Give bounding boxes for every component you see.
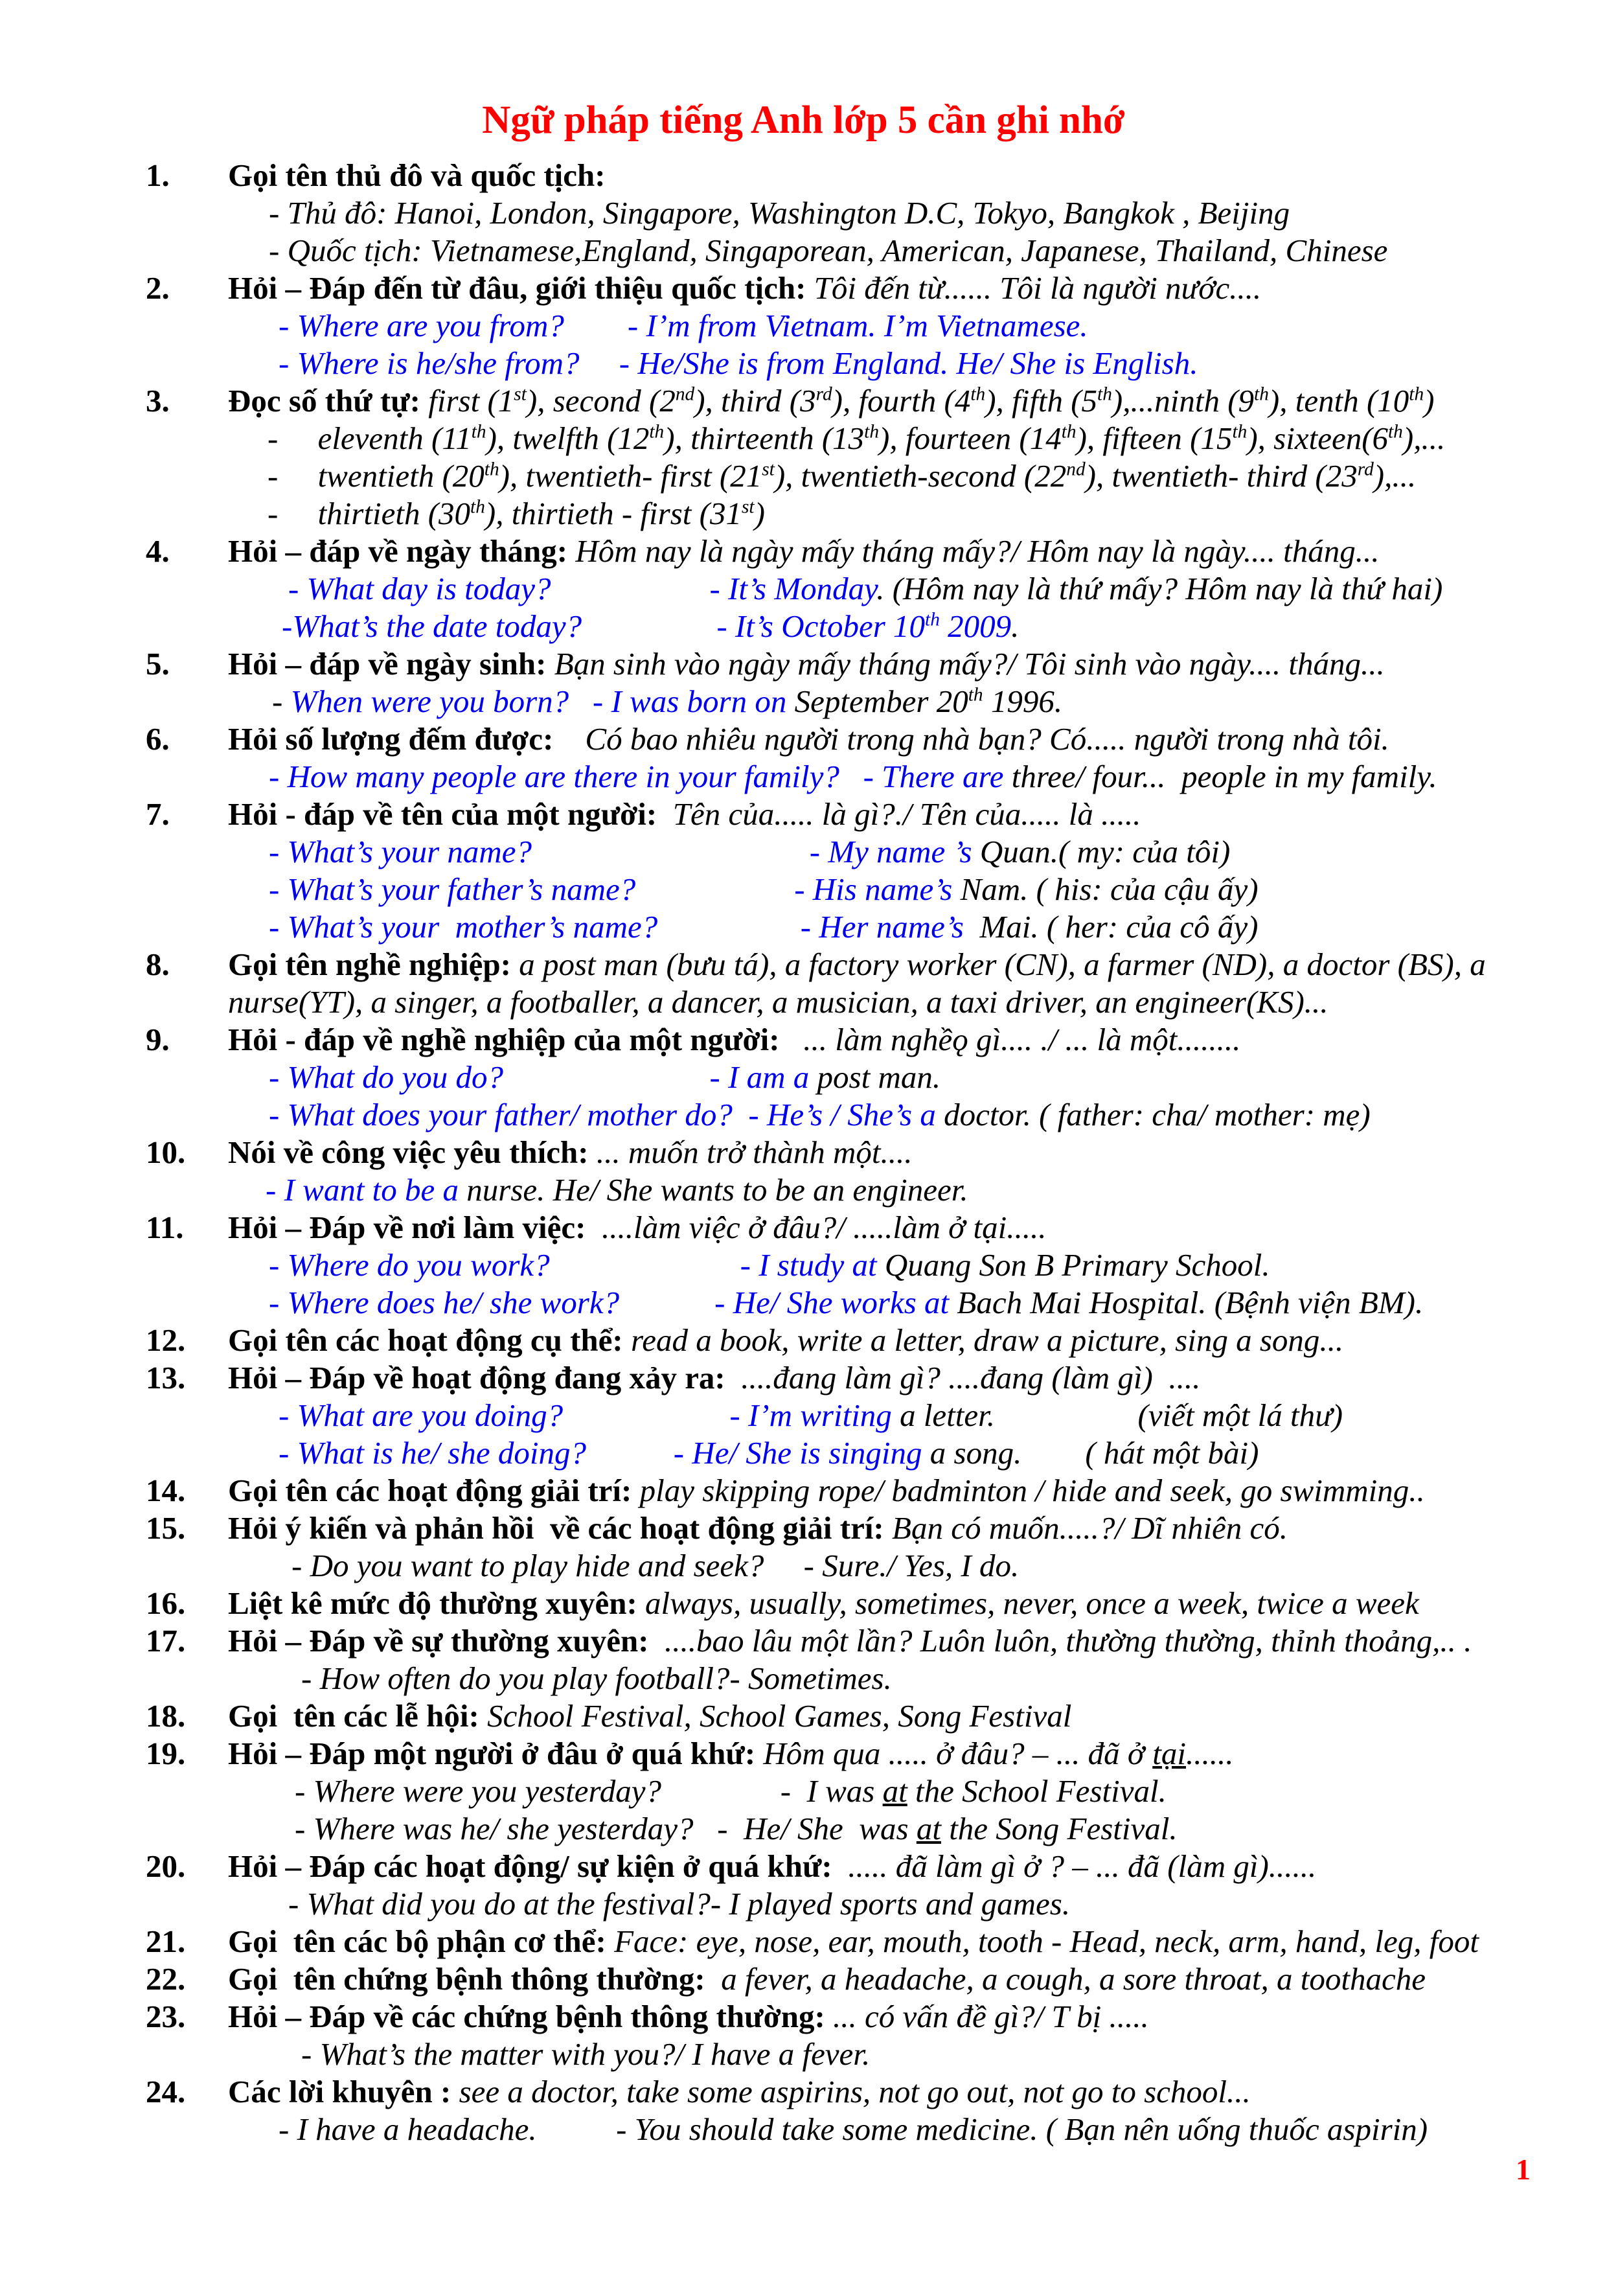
item-subline <box>0 307 1607 345</box>
heading-label: Các lời khuyên : <box>228 2074 459 2109</box>
item-number: 20. <box>146 1848 186 1884</box>
text-segment: ),...ninth (9 <box>1111 383 1255 419</box>
dialogue-text: - Where are you from? <box>279 308 564 343</box>
text-segment: ),... <box>1402 420 1446 456</box>
text-segment: doctor. ( father: cha/ mother: mẹ) <box>944 1097 1371 1132</box>
text-segment: read a book, write a letter, draw a picture, sing a song... <box>631 1322 1344 1358</box>
item-subline <box>0 1810 1607 1848</box>
ordinal-suffix: st <box>762 459 775 480</box>
text-segment: Nam. ( his: của cậu ấy) <box>960 871 1259 907</box>
item-number: 9. <box>146 1022 170 1057</box>
dialogue-text: - I’m writing <box>729 1397 900 1433</box>
item-heading <box>0 720 1607 758</box>
list-item <box>0 946 1607 1021</box>
ordinal-suffix: th <box>970 384 986 405</box>
ordinal-suffix: th <box>1409 384 1424 405</box>
text-segment: - Where was he/ she yesterday? - He/ She was <box>295 1811 917 1846</box>
text-segment: the School Festival. <box>907 1773 1167 1809</box>
item-number: 8. <box>146 947 170 982</box>
text-segment: - Do you want to play hide and seek? - Sure./ Yes, I do. <box>291 1548 1020 1583</box>
text-segment: . <box>1011 608 1020 644</box>
dialogue-text: - It’s Monday <box>709 571 877 606</box>
list-item <box>0 1134 1607 1209</box>
text-segment: ), second (2 <box>526 383 676 419</box>
text-segment: post man. <box>817 1059 941 1095</box>
item-heading <box>0 1848 1607 1885</box>
item-heading <box>0 645 1607 683</box>
dialogue-text: 2009 <box>939 608 1012 644</box>
text-segment: - What’s the matter with you?/ I have a fever. <box>301 2036 871 2072</box>
ordinal-suffix: th <box>1254 384 1269 405</box>
item-number: 16. <box>146 1585 186 1621</box>
item-number: 10. <box>146 1134 186 1170</box>
text-segment: School Festival, School Games, Song Festival <box>487 1698 1072 1734</box>
text-segment: nurse(YT), a singer, a footballer, a dancer, a musician, a taxi driver, an engineer(KS)... <box>228 984 1328 1020</box>
text-segment: Mai. ( her: của cô ấy) <box>972 909 1259 945</box>
heading-label: Hỏi – Đáp một người ở đâu ở quá khứ: <box>228 1736 764 1771</box>
dialogue-text: - What are you doing? <box>279 1397 564 1433</box>
ordinal-suffix: rd <box>815 384 832 405</box>
text-segment: ), twentieth- first (21 <box>499 458 762 494</box>
dialogue-text: - He’s / She’s a <box>748 1097 944 1132</box>
heading-label: Hỏi – đáp về ngày sinh: <box>228 646 554 682</box>
item-heading <box>0 946 1607 983</box>
heading-label: Đọc số thứ tự: <box>228 383 429 419</box>
list-item <box>0 1735 1607 1848</box>
text-segment: - What did you do at the festival?- I played sports and games. <box>288 1886 1071 1922</box>
list-item <box>0 1960 1607 1998</box>
heading-label: Hỏi – Đáp đến từ đâu, giới thiệu quốc tịch: <box>228 270 814 306</box>
heading-label: Hỏi – Đáp về hoạt động đang xảy ra: <box>228 1360 734 1395</box>
list-item <box>0 645 1607 720</box>
dialogue-text: - I study at <box>740 1247 885 1283</box>
ordinal-suffix: th <box>1097 384 1112 405</box>
heading-label: Hỏi – Đáp về nơi làm việc: <box>228 1210 594 1245</box>
text-segment: ... có vấn đề gì?/ T bị ..... <box>833 1999 1149 2034</box>
item-subline <box>0 194 1607 232</box>
item-heading <box>0 1134 1607 1171</box>
item-subline <box>0 2036 1607 2073</box>
text-segment: the Song Festival. <box>940 1811 1178 1846</box>
dialogue-text: - I was born on <box>592 683 795 719</box>
heading-label: Hỏi số lượng đếm được <box>228 721 543 757</box>
text-segment: a song. <box>929 1435 1022 1471</box>
text-segment: ), twelfth (12 <box>486 420 650 456</box>
dialogue-text: - He/ She works at <box>714 1285 957 1320</box>
text-segment: ), thirtieth - first (31 <box>484 496 742 531</box>
text-segment <box>551 571 710 606</box>
heading-label: Hỏi – Đáp về sự thường xuyên: <box>228 1623 657 1659</box>
item-heading <box>0 1322 1607 1359</box>
text-segment: ....đang làm gì? ....đang (làm gì) .... <box>733 1360 1201 1395</box>
ordinal-suffix: rd <box>1357 459 1374 480</box>
list-item <box>0 1021 1607 1134</box>
dialogue-text: - I want to be a <box>266 1172 467 1208</box>
ordinal-suffix: th <box>649 421 665 442</box>
text-segment: ..... đã làm gì ở ? – ... đã (làm gì)...... <box>840 1848 1317 1884</box>
list-item <box>0 1209 1607 1322</box>
heading-label: Hỏi ý kiến và phản hồi về các hoạt động giải trí: <box>228 1510 893 1546</box>
heading-label: Hỏi – Đáp về các chứng bệnh thông thường: <box>228 1999 834 2034</box>
ordinal-suffix: th <box>1388 421 1403 442</box>
text-segment <box>582 608 716 644</box>
list-item <box>0 796 1607 946</box>
text-segment: - <box>272 683 291 719</box>
item-subline <box>0 457 1607 495</box>
item-subline <box>0 1434 1607 1472</box>
text-segment: nurse. He/ She wants to be an engineer. <box>466 1172 968 1208</box>
text-segment: (viết một lá thư) <box>995 1397 1343 1433</box>
text-segment: - Where were you yesterday? - I was <box>295 1773 883 1809</box>
text-segment: - I have a headache. - You should take some medicine. ( Bạn nên uống thuốc aspirin) <box>279 2111 1428 2147</box>
list-item <box>0 720 1607 796</box>
dialogue-text: - What does your father/ mother do? <box>269 1097 733 1132</box>
text-segment: ( hát một bài) <box>1021 1435 1259 1471</box>
text-segment <box>839 759 863 794</box>
dialogue-text: - I am a <box>709 1059 817 1095</box>
text-segment: ... làm nghềǫ gì.... ./ ... là một........ <box>787 1022 1241 1057</box>
text-segment: Face: eye, nose, ear, mouth, tooth - Head, neck, arm, hand, leg, foot <box>614 1923 1479 1959</box>
item-subline <box>0 908 1607 946</box>
item-number: 13. <box>146 1360 186 1395</box>
text-segment: ) <box>754 496 765 531</box>
heading-label: Gọi tên nghề nghiệp: <box>228 947 519 982</box>
heading-label: Gọi tên các lễ hội: <box>228 1698 488 1734</box>
text-segment: ), thirteenth (13 <box>664 420 865 456</box>
item-subline <box>0 1397 1607 1434</box>
dialogue-text: - What day is today? <box>288 571 551 606</box>
text-segment: ....bao lâu một lần? Luôn luôn, thường thường, thỉnh thoảng,.. . <box>656 1623 1472 1659</box>
item-heading <box>0 1923 1607 1960</box>
ordinal-suffix: th <box>471 421 486 442</box>
heading-label: Gọi tên thủ đô và quốc tịch: <box>228 157 613 193</box>
text-segment: Hôm qua ..... ở đâu? – ... đã ở <box>763 1736 1153 1771</box>
list-item <box>0 1472 1607 1510</box>
item-subline <box>0 1059 1607 1096</box>
text-segment: ), third (3 <box>694 383 816 419</box>
item-heading <box>0 1960 1607 1998</box>
item-subline <box>0 1246 1607 1284</box>
item-heading <box>0 796 1607 833</box>
dialogue-text: - Her name’s <box>800 909 972 945</box>
text-segment <box>733 1097 749 1132</box>
page-number: 1 <box>1516 2153 1531 2186</box>
text-segment: - Quốc tịch: Vietnamese,England, Singaporean, American, Japanese, Thailand, Chinese <box>269 233 1388 268</box>
item-subline <box>0 1171 1607 1209</box>
text-segment: September 20 <box>794 683 968 719</box>
ordinal-suffix: st <box>514 384 527 405</box>
heading-label: Hỏi – đáp về ngày tháng: <box>228 533 576 569</box>
item-heading <box>0 1359 1607 1397</box>
list-item <box>0 2073 1607 2148</box>
item-heading <box>0 1735 1607 1773</box>
item-subline <box>0 1284 1607 1322</box>
dialogue-text: - He/ She is singing <box>673 1435 930 1471</box>
dialogue-text: - Where does he/ she work? <box>269 1285 620 1320</box>
item-subline <box>0 833 1607 871</box>
list-item <box>0 1848 1607 1923</box>
dialogue-text: - What do you do? <box>269 1059 503 1095</box>
heading-label: Gọi tên các bộ phận cơ thể: <box>228 1923 615 1959</box>
text-segment: ... muốn trở thành một.... <box>596 1134 913 1170</box>
item-subline <box>0 495 1607 533</box>
text-segment <box>657 909 801 945</box>
text-segment: ), fourth (4 <box>832 383 971 419</box>
heading-label: : <box>543 721 554 757</box>
text-segment: ), tenth (10 <box>1268 383 1409 419</box>
heading-label: Nói về công việc yêu thích: <box>228 1134 597 1170</box>
item-number: 19. <box>146 1736 186 1771</box>
item-subline <box>0 345 1607 382</box>
item-subline <box>0 1660 1607 1697</box>
item-heading <box>0 2073 1607 2111</box>
text-segment: ....làm việc ở đâu?/ .....làm ở tại..... <box>593 1210 1047 1245</box>
text-segment: . (Hôm nay là thứ mấy? Hôm nay là thứ hai) <box>876 571 1443 606</box>
ordinal-suffix: th <box>1061 421 1077 442</box>
list-item <box>0 1697 1607 1735</box>
text-segment: ), sixteen(6 <box>1247 420 1389 456</box>
text-segment: - eleventh (11 <box>268 420 472 456</box>
dialogue-text: - Where do you work? <box>269 1247 550 1283</box>
item-heading <box>0 1510 1607 1547</box>
dialogue-text: - There are <box>863 759 1012 794</box>
item-subline <box>0 1773 1607 1810</box>
text-segment: a letter. <box>900 1397 996 1433</box>
list-item <box>0 270 1607 382</box>
heading-label: Hỏi - đáp về nghề nghiệp của một người: <box>228 1022 788 1057</box>
text-segment: first (1 <box>428 383 514 419</box>
list-item <box>0 1510 1607 1585</box>
text-segment <box>580 345 619 381</box>
ordinal-suffix: nd <box>1066 459 1086 480</box>
item-heading <box>0 1622 1607 1660</box>
text-segment: ), twentieth- third (23 <box>1085 458 1358 494</box>
item-heading <box>0 382 1607 420</box>
heading-label: Liệt kê mức độ thường xuyên: <box>228 1585 646 1621</box>
dialogue-text: - What’s your name? <box>269 834 532 869</box>
list-item <box>0 533 1607 645</box>
text-segment: see a doctor, take some aspirins, not go out, not go to school... <box>459 2074 1251 2109</box>
dialogue-text: - My name ’s <box>809 834 980 869</box>
item-heading <box>0 1472 1607 1510</box>
item-heading <box>0 533 1607 570</box>
item-subline <box>0 570 1607 608</box>
text-segment <box>503 1059 710 1095</box>
text-segment: ), twentieth-second (22 <box>774 458 1067 494</box>
ordinal-suffix: th <box>925 609 940 630</box>
item-subline <box>0 2111 1607 2148</box>
item-number: 5. <box>146 646 170 682</box>
dialogue-text: - How many people are there in your family? <box>269 759 839 794</box>
dialogue-text: - It’s October 10 <box>716 608 926 644</box>
ordinal-suffix: nd <box>675 384 695 405</box>
list-item <box>0 1322 1607 1359</box>
item-number: 21. <box>146 1923 186 1959</box>
text-segment: Bạn sinh vào ngày mấy tháng mấy?/ Tôi sinh vào ngày.... tháng... <box>554 646 1385 682</box>
text-segment: ), fifteen (15 <box>1076 420 1233 456</box>
item-number: 7. <box>146 796 170 832</box>
dialogue-text: - What’s your mother’s name? <box>269 909 658 945</box>
underlined-text: at <box>882 1773 907 1809</box>
dialogue-text: - He/She is from England. He/ She is English. <box>619 345 1198 381</box>
text-segment: a post man (bưu tá), a factory worker (CN), a farmer (ND), a doctor (BS), a <box>519 947 1486 982</box>
list-item <box>0 1998 1607 2073</box>
ordinal-suffix: th <box>968 684 983 706</box>
item-number: 11. <box>146 1210 184 1245</box>
text-segment: - How often do you play football?- Sometimes. <box>301 1660 892 1696</box>
item-heading <box>0 1998 1607 2036</box>
item-heading <box>0 1585 1607 1622</box>
text-segment: three/ four... people in my family. <box>1011 759 1437 794</box>
text-segment: Hôm nay là ngày mấy tháng mấy?/ Hôm nay là ngày.... tháng... <box>575 533 1380 569</box>
text-segment <box>569 683 593 719</box>
heading-label: Gọi tên các hoạt động giải trí: <box>228 1473 640 1508</box>
list-item <box>0 1359 1607 1472</box>
item-subline <box>0 232 1607 270</box>
item-number: 17. <box>146 1623 186 1659</box>
item-number: 24. <box>146 2074 186 2109</box>
item-subline <box>0 420 1607 457</box>
text-segment: ), fifth (5 <box>985 383 1098 419</box>
heading-label: Gọi tên các hoạt động cụ thể: <box>228 1322 631 1358</box>
item-subline <box>0 1096 1607 1134</box>
text-segment <box>564 308 628 343</box>
item-subline <box>0 758 1607 796</box>
item-heading <box>0 157 1607 194</box>
list-item <box>0 382 1607 533</box>
item-number: 4. <box>146 533 170 569</box>
text-segment: Quan.( my: của tôi) <box>979 834 1231 869</box>
list-item <box>0 1622 1607 1697</box>
item-heading <box>0 1021 1607 1059</box>
item-subline <box>0 608 1607 645</box>
item-number: 22. <box>146 1961 186 1997</box>
item-number: 1. <box>146 157 170 193</box>
text-segment: play skipping rope/ badminton / hide and seek, go swimming.. <box>639 1473 1425 1508</box>
dialogue-text: - Where is he/she from? <box>279 345 580 381</box>
dialogue-text: - I’m from Vietnam. I’m Vietnamese. <box>627 308 1088 343</box>
ordinal-suffix: th <box>484 459 499 480</box>
text-segment: a fever, a headache, a cough, a sore throat, a toothache <box>712 1961 1426 1997</box>
heading-label: Hỏi – Đáp các hoạt động/ sự kiện ở quá khứ: <box>228 1848 840 1884</box>
item-subline <box>0 1547 1607 1585</box>
item-number: 23. <box>146 1999 186 2034</box>
text-segment: Có bao nhiêu người trong nhà bạn? Có..... người trong nhà tôi. <box>553 721 1389 757</box>
underlined-text: tại <box>1152 1736 1186 1771</box>
item-heading <box>0 1209 1607 1246</box>
text-segment: - twentieth (20 <box>268 458 484 494</box>
list-item <box>0 1923 1607 1960</box>
heading-label: Hỏi - đáp về tên của một người: <box>228 796 665 832</box>
item-subline <box>0 1885 1607 1923</box>
text-segment: - thirtieth (30 <box>268 496 471 531</box>
ordinal-suffix: st <box>741 496 755 518</box>
text-segment <box>586 1435 674 1471</box>
dialogue-text: -What’s the date today? <box>282 608 582 644</box>
ordinal-suffix: th <box>864 421 880 442</box>
item-heading <box>0 270 1607 307</box>
item-number: 18. <box>146 1698 186 1734</box>
item-subline <box>0 871 1607 908</box>
text-segment: Bach Mai Hospital. (Bệnh viện BM). <box>957 1285 1424 1320</box>
list-item <box>0 157 1607 270</box>
item-number: 6. <box>146 721 170 757</box>
text-segment: ) <box>1424 383 1435 419</box>
text-segment: - Thủ đô: Hanoi, London, Singapore, Washington D.C, Tokyo, Bangkok , Beijing <box>269 195 1290 231</box>
ordinal-suffix: th <box>470 496 485 518</box>
heading-label: Gọi tên chứng bệnh thông thường: <box>228 1961 713 1997</box>
item-number: 15. <box>146 1510 186 1546</box>
item-number: 3. <box>146 383 170 419</box>
text-segment: 1996. <box>983 683 1063 719</box>
text-segment: Tôi đến từ...... Tôi là người nước.... <box>814 270 1262 306</box>
text-segment: always, usually, sometimes, never, once a week, twice a week <box>645 1585 1419 1621</box>
item-heading <box>0 1697 1607 1735</box>
text-segment <box>550 1247 740 1283</box>
text-segment <box>532 834 810 869</box>
dialogue-text: - What’s your father’s name? <box>269 871 636 907</box>
text-segment: Quang Son B Primary School. <box>884 1247 1270 1283</box>
text-segment: Bạn có muốn.....?/ Dĩ nhiên có. <box>892 1510 1288 1546</box>
text-segment: ), fourteen (14 <box>879 420 1062 456</box>
grammar-list <box>0 157 1607 2148</box>
dialogue-text: - What is he/ she doing? <box>279 1435 586 1471</box>
text-segment: ),... <box>1373 458 1417 494</box>
text-segment <box>619 1285 714 1320</box>
list-item <box>0 1585 1607 1622</box>
text-segment <box>635 871 794 907</box>
item-subline <box>0 683 1607 720</box>
item-number: 14. <box>146 1473 186 1508</box>
underlined-text: at <box>916 1811 941 1846</box>
item-number: 2. <box>146 270 170 306</box>
ordinal-suffix: th <box>1232 421 1248 442</box>
dialogue-text: When were you born? <box>290 683 569 719</box>
text-segment <box>563 1397 729 1433</box>
item-heading-continuation <box>0 983 1607 1021</box>
text-segment: ...... <box>1185 1736 1234 1771</box>
page-title: Ngữ pháp tiếng Anh lớp 5 cần ghi nhớ <box>482 98 1125 142</box>
dialogue-text: - His name’s <box>794 871 961 907</box>
item-number: 12. <box>146 1322 186 1358</box>
text-segment: Tên của..... là gì?./ Tên của..... là ..... <box>665 796 1141 832</box>
